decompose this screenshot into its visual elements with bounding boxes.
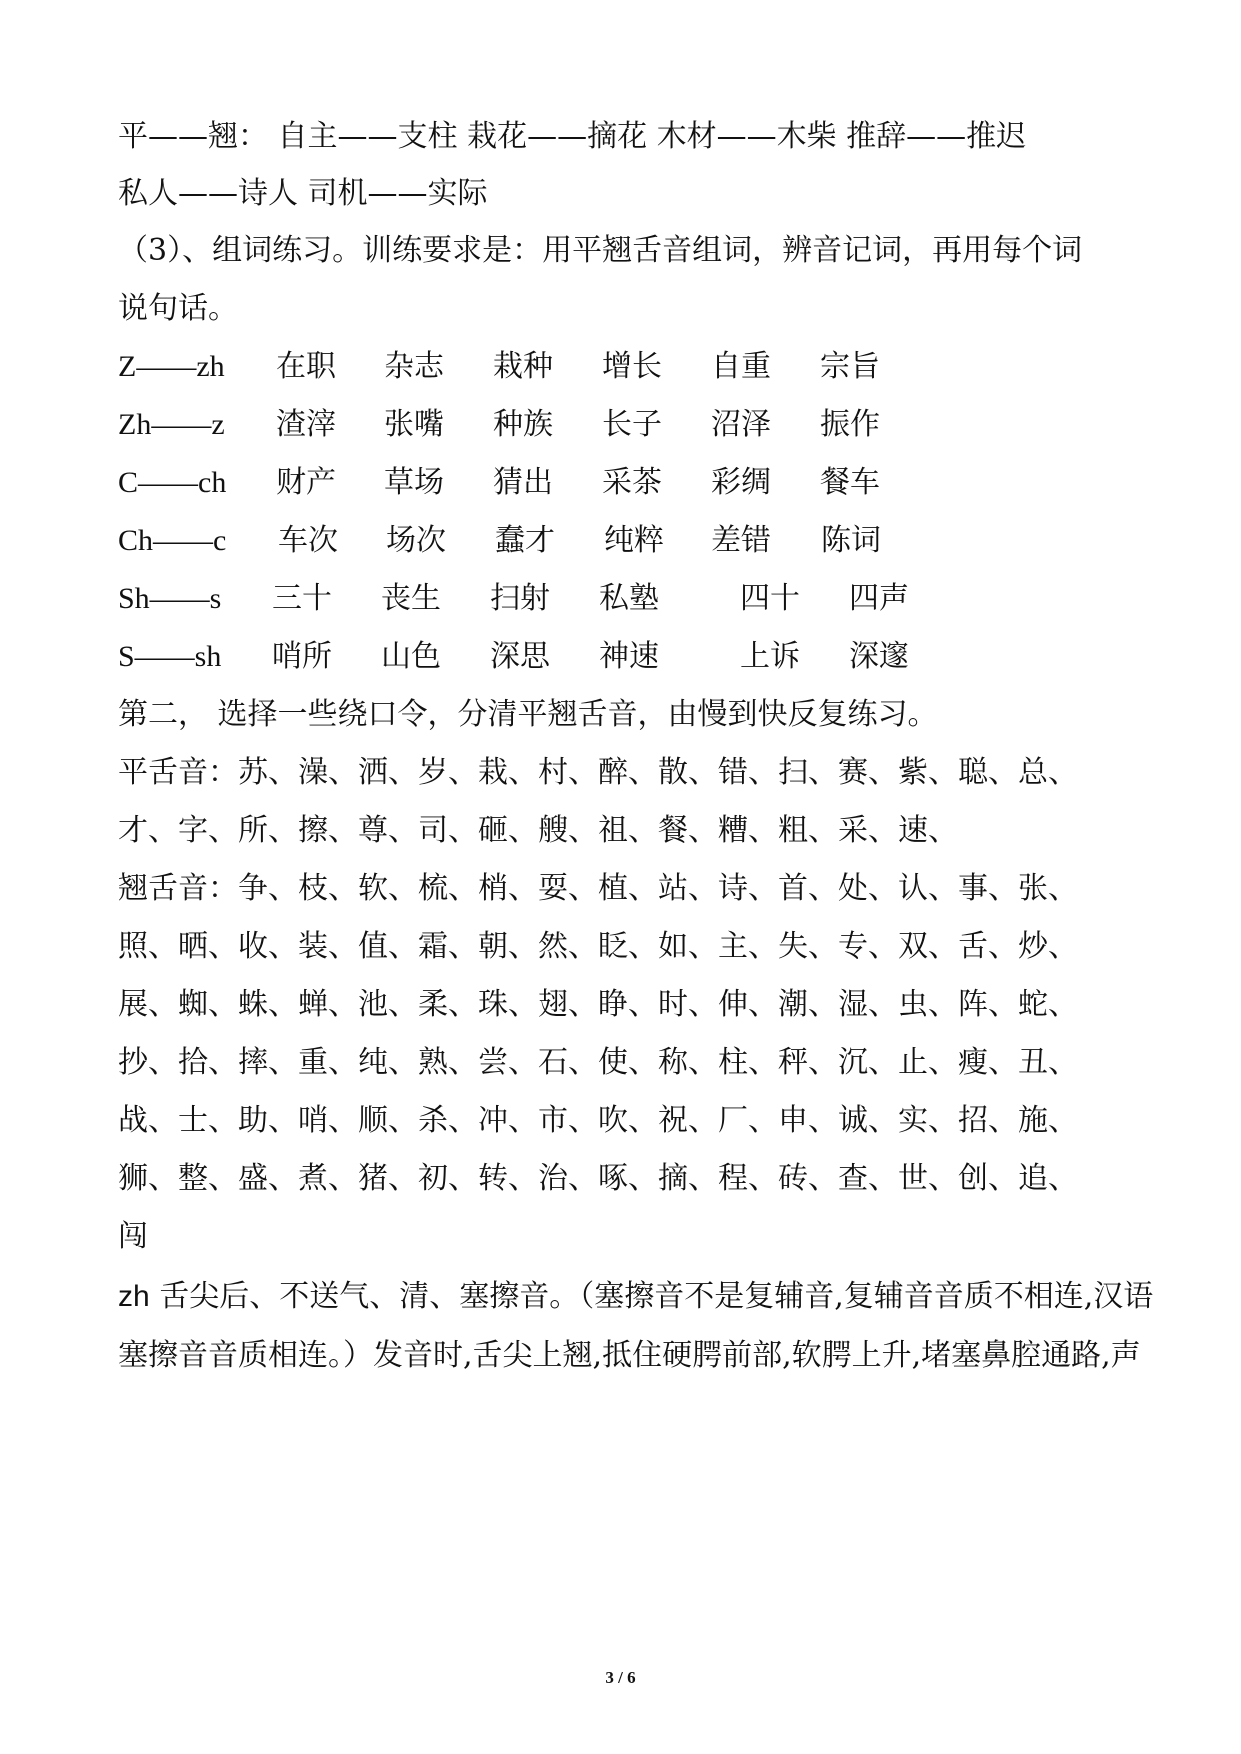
section-2-heading: 第二， 选择一些绕口令，分清平翘舌音，由慢到快反复练习。 — [118, 697, 938, 732]
pair-label: Z——zh — [118, 350, 225, 383]
zh-description-line-1 — [118, 1277, 1153, 1317]
pair-word: 餐车 — [820, 465, 880, 500]
retroflex-line-5: 战、士、助、哨、顺、杀、冲、市、吹、祝、厂、申、诚、实、招、施、 — [118, 1103, 1078, 1138]
pair-word: 张嘴 — [384, 407, 444, 442]
pair-word: 私塾 — [599, 581, 659, 616]
pair-label: Sh——s — [118, 582, 222, 615]
pair-word: 蠢才 — [495, 523, 555, 558]
pair-word: 车次 — [278, 523, 338, 558]
line-exercise-3-cont: 说句话。 — [118, 291, 238, 326]
pair-word: 杂志 — [384, 349, 444, 384]
pair-label: C——ch — [118, 466, 227, 499]
pair-word: 纯粹 — [604, 523, 664, 558]
flat-tongue-line-1: 平舌音：苏、澡、洒、岁、栽、村、醉、散、错、扫、赛、紫、聪、总、 — [118, 755, 1078, 790]
zh-code: zh — [118, 1280, 150, 1313]
pair-word: 在职 — [276, 349, 336, 384]
zh-description-line-2: 塞擦音音质相连。）发音时,舌尖上翘,抵住硬腭前部,软腭上升,堵塞鼻腔通路,声 — [118, 1338, 1141, 1373]
pair-word: 神速 — [599, 639, 659, 674]
pair-word: 扫射 — [490, 581, 550, 616]
retroflex-line-7: 闯 — [118, 1219, 148, 1254]
pair-word: 深邃 — [849, 639, 909, 674]
pair-word: 猜出 — [493, 465, 553, 500]
line-pair-contrast: 平——翘： 自主——支柱 栽花——摘花 木材——木柴 推辞——推迟 — [118, 119, 1027, 154]
pair-word: 长子 — [602, 407, 662, 442]
pair-word: 丧生 — [381, 581, 441, 616]
retroflex-line-4: 抄、拾、摔、重、纯、熟、尝、石、使、称、柱、秤、沉、止、瘦、丑、 — [118, 1045, 1078, 1080]
pair-word: 采茶 — [602, 465, 662, 500]
pair-word: 山色 — [381, 639, 441, 674]
retroflex-line-2: 照、晒、收、装、值、霜、朝、然、眨、如、主、失、专、双、舌、炒、 — [118, 929, 1078, 964]
pair-word: 沼泽 — [711, 407, 771, 442]
page-number: 3 / 6 — [605, 1668, 636, 1687]
retroflex-line-3: 展、蜘、蛛、蝉、池、柔、珠、翅、睁、时、伸、潮、湿、虫、阵、蛇、 — [118, 987, 1078, 1022]
zh-description-text: 舌尖后、不送气、清、塞擦音。（塞擦音不是复辅音,复辅音音质不相连,汉语 — [149, 1279, 1154, 1314]
pair-word: 草场 — [384, 465, 444, 500]
retroflex-line-6: 狮、整、盛、煮、猪、初、转、治、啄、摘、程、砖、查、世、创、追、 — [118, 1161, 1078, 1196]
flat-tongue-line-2: 才、字、所、擦、尊、司、砸、艘、祖、餐、糟、粗、采、速、 — [118, 813, 958, 848]
pair-word: 种族 — [493, 407, 553, 442]
pair-word: 四十 — [740, 581, 800, 616]
retroflex-line-1: 翘舌音：争、枝、软、梳、梢、耍、植、站、诗、首、处、认、事、张、 — [118, 871, 1078, 906]
pair-label: Ch——c — [118, 524, 227, 557]
pair-word: 栽种 — [493, 349, 553, 384]
line-pair-contrast-2: 私人——诗人 司机——实际 — [118, 176, 488, 211]
pair-word: 财产 — [276, 465, 336, 500]
pair-word: 四声 — [849, 581, 909, 616]
pair-word: 哨所 — [272, 639, 332, 674]
pair-word: 宗旨 — [820, 349, 880, 384]
pair-word: 渣滓 — [276, 407, 336, 442]
pair-word: 陈词 — [821, 523, 881, 558]
pair-word: 三十 — [272, 581, 332, 616]
pair-label: Zh——z — [118, 408, 225, 441]
pair-word: 增长 — [602, 349, 662, 384]
pair-word: 自重 — [711, 349, 771, 384]
pair-word: 场次 — [386, 523, 446, 558]
pair-word: 上诉 — [740, 639, 800, 674]
pair-word: 振作 — [820, 407, 880, 442]
pair-label: S——sh — [118, 640, 222, 673]
pair-word: 差错 — [711, 523, 771, 558]
line-exercise-3: （3）、组词练习。训练要求是：用平翘舌音组词，辨音记词，再用每个词 — [118, 233, 1083, 268]
pair-word: 深思 — [490, 639, 550, 674]
pair-word: 彩绸 — [711, 465, 771, 500]
